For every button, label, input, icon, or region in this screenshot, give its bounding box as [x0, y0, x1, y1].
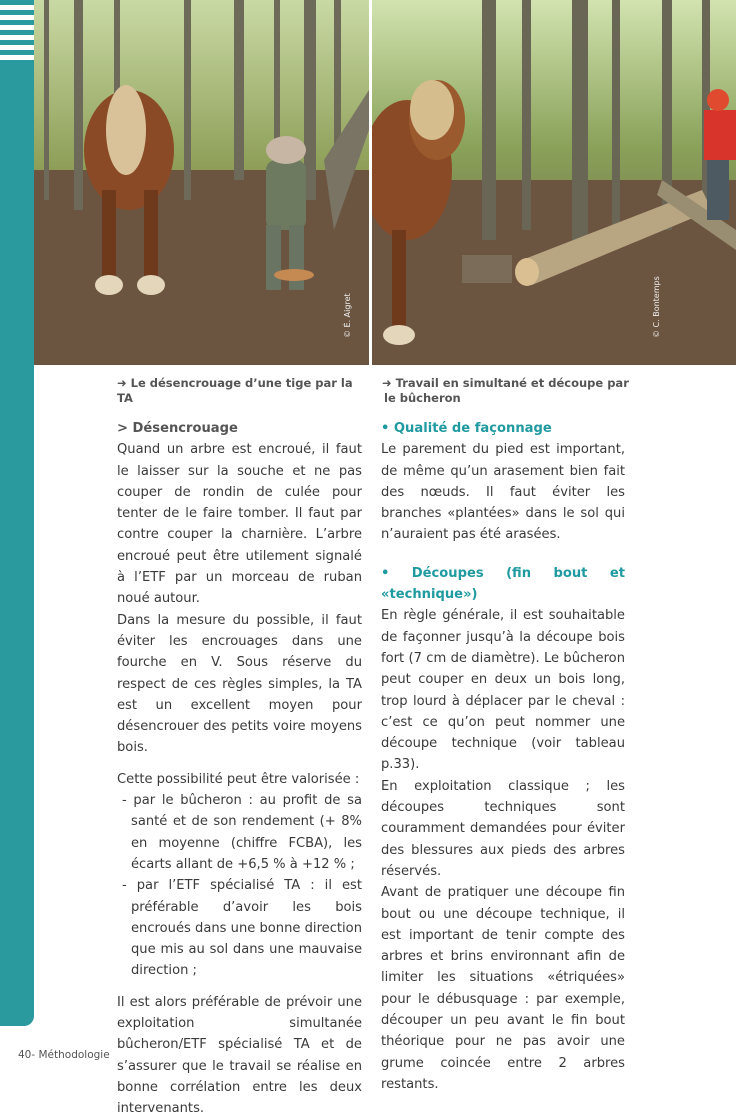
side-stripes-decoration — [0, 0, 34, 60]
photo-right-caption: ➜ Travail en simultané et découpe par le bûcheron — [382, 376, 629, 405]
section-heading-desencrouage: > Désencrouage — [117, 421, 238, 436]
paragraph: Quand un arbre est encroué, il faut le laisser sur la souche et ne pas couper de rondin de culée pour tenter de le faire tomber. Il faut par contre couper la charnière. L’arbre encroué peut être utilement signalé à l’ETF par un morceau de ruban noué autour. — [117, 442, 362, 607]
photo-right-credit: © C. Bontemps — [652, 276, 661, 338]
paragraph: Il est alors préférable de prévoir une exploitation simultanée bûcheron/ETF spécialisé TA et de s’assurer que le travail se réalise en bonne corrélation entre les deux intervenants. — [117, 994, 362, 1117]
right-column — [381, 418, 625, 1095]
list-item: - par l’ETF spécialisé TA : il est préférable d’avoir les bois encroués dans une bonne direction que mis au sol dans une mauvaise direction ; — [122, 878, 362, 979]
photo-horse-logger — [34, 0, 369, 365]
paragraph: Avant de pratiquer une découpe fin bout ou une découpe technique, il est important de tenir compte des arbres et brins environnant afin de limiter les situations «étriquées» pour le débusquage : par exemple, découper un peu avant le fin bout théorique pour ne pas avoir une grume coincée entre 2 arbres restants. — [381, 885, 625, 1092]
section-heading-qualite: • Qualité de façonnage — [381, 421, 552, 436]
page-footer: 40- Méthodologie — [18, 1049, 110, 1061]
photo-left-caption: ➜ Le désencrouage d’une tige par la TA — [117, 376, 353, 405]
paragraph: En règle générale, il est souhaitable de façonner jusqu’à la découpe bois fort (7 cm de diamètre). Le bûcheron peut couper en deux un bois long, trop lourd à déplacer par le cheval : c’est ce qu’on peut nommer une découpe technique (voir tableau p.33). — [381, 608, 625, 773]
paragraph: Le parement du pied est important, de même qu’un arasement bien fait des nœuds. Il faut éviter les branches «plantées» dans le sol qui n’auraient pas été arasées. — [381, 442, 625, 543]
paragraph: Cette possibilité peut être valorisée : — [117, 771, 360, 787]
photo-simultaneous-work — [372, 0, 736, 365]
paragraph: En exploitation classique ; les découpes techniques sont couramment demandées pour éviter des blessures aux pieds des arbres réservés. — [381, 778, 625, 879]
side-accent-bar — [0, 60, 34, 1026]
paragraph: Dans la mesure du possible, il faut éviter les encrouages dans une fourche en V. Sous réserve du respect de ces règles simples, la TA est un excellent moyen pour désencrouer des petits voire moyens bois. — [117, 612, 362, 756]
list-item: - par le bûcheron : au profit de sa santé et de son rendement (+ 8% en moyenne (chiffre FCBA), les écarts allant de +6,5 % à +12 % ; — [122, 793, 362, 872]
photo-left-credit: © É. Aigret — [343, 293, 352, 338]
left-column — [117, 418, 362, 1120]
section-heading-decoupes: • Découpes (fin bout et «technique») — [381, 565, 625, 603]
